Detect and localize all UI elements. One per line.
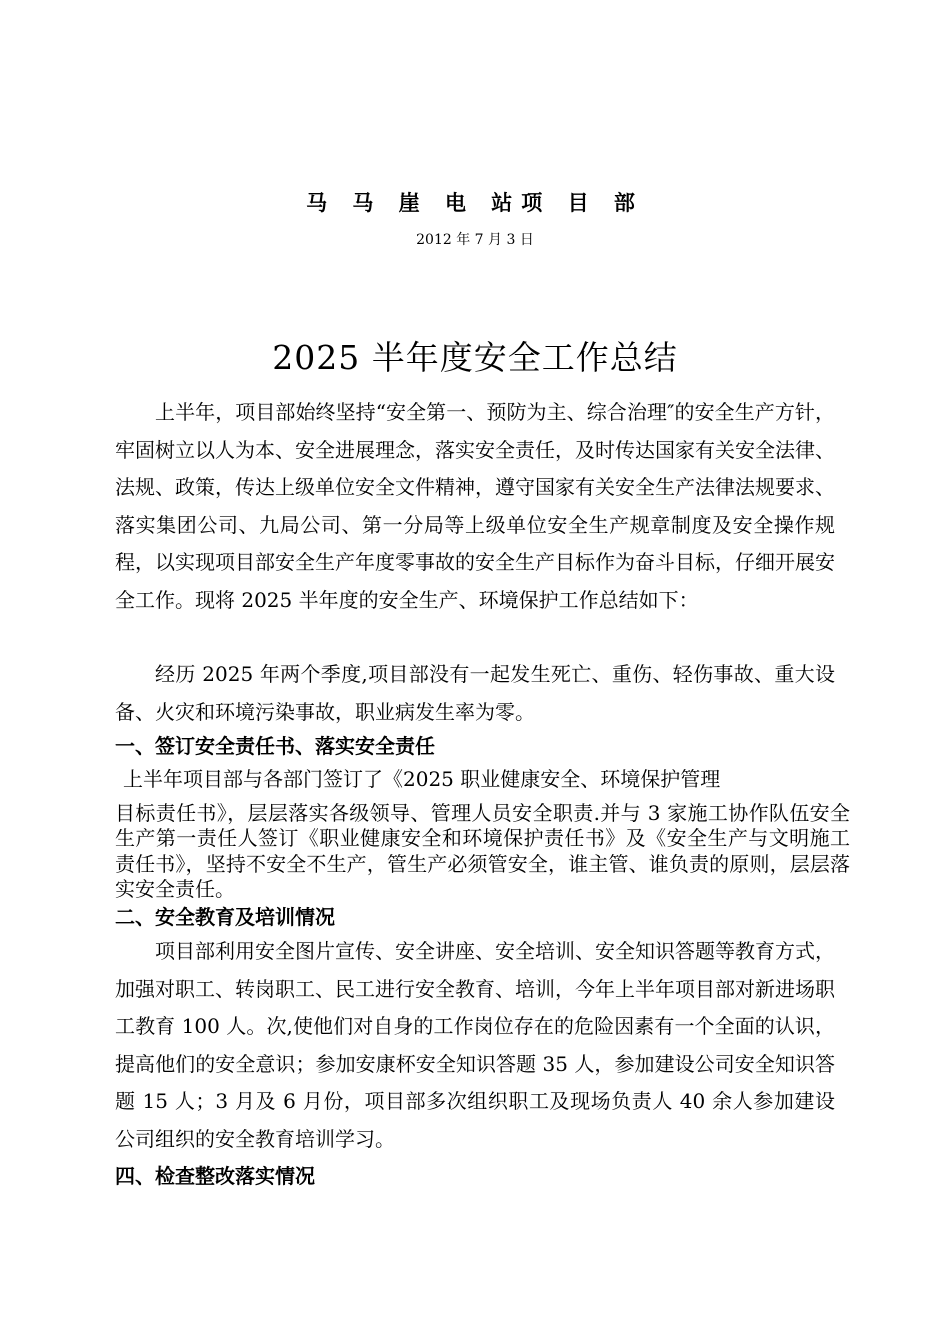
section-2-heading: 二、安全教育及培训情况 bbox=[115, 905, 335, 929]
section-1-body: 目标责任书》，层层落实各级领导、管理人员安全职责.并与 3 家施工协作队伍安全生产第一责任人签订《职业健康安全和环境保护责任书》及《安全生产与文明施工责任书》，坚持不安全不生产，管生产必须管安全，谁主管、谁负责的原则，层层落实安全责任。 bbox=[115, 800, 850, 901]
section-4-heading: 四、检查整改落实情况 bbox=[115, 1164, 315, 1188]
document-title: 2025 半年度安全工作总结 bbox=[272, 338, 678, 377]
section-2-paragraph: 项目部利用安全图片宣传、安全讲座、安全培训、安全知识答题等教育方式，加强对职工、转岗职工、民工进行安全教育、培训，今年上半年项目部对新进场职工教育 100 人。次,使他们对自身的工作岗位存在的危险因素有一个全面的认识，提高他们的安全意识；参加安康杯安全知识答题 35 人，参加建设公司安全知识答题 15 人；3 月及 6 月份，项目部多次组织职工及现场负责人 40 余人参加建设公司组织的安全教育培训学习。 bbox=[115, 939, 835, 1151]
intro-paragraph: 上半年，项目部始终坚持“安全第一、预防为主、综合治理″的安全生产方针，牢固树立以人为本、安全进展理念，落实安全责任，及时传达国家有关安全法律、法规、政策，传达上级单位安全文件精神，遵守国家有关安全生产法律法规要求、落实集团公司、九局公司、第一分局等上级单位安全生产规章制度及安全操作规程，以实现项目部安全生产年度零事故的安全生产目标作为奋斗目标，仔细开展安全工作。现将 2025 半年度的安全生产、环境保护工作总结如下： bbox=[115, 400, 835, 612]
document-date: 2012 年 7 月 3 日 bbox=[416, 232, 534, 248]
section-1-paragraph bbox=[115, 767, 850, 903]
summary-paragraph: 经历 2025 年两个季度,项目部没有一起发生死亡、重伤、轻伤事故、重大设备、火灾和环境污染事故，职业病发生率为零。 bbox=[115, 662, 835, 724]
section-1-heading: 一、签订安全责任书、落实安全责任 bbox=[115, 734, 435, 758]
section-1-first-line: 上半年项目部与各部门签订了《2025 职业健康安全、环境保护管理 bbox=[123, 767, 721, 791]
organization-name: 马 马 崖 电 站项 目 部 bbox=[306, 190, 644, 215]
